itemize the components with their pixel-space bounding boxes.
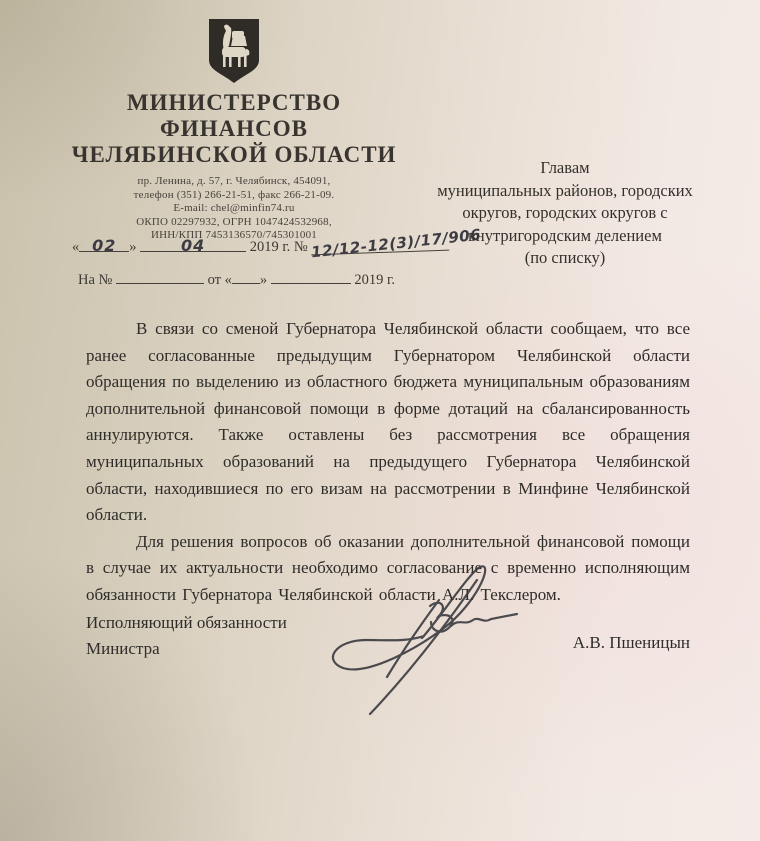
quote-open: « [72,239,80,255]
handwritten-outgoing-number: 12/12-12(3)/17/906 [310,225,483,262]
letter-body [86,316,690,609]
recipient-line: муниципальных районов, городских [437,180,693,200]
address-line: телефон (351) 266-21-51, факс 266-21-09. [133,188,335,201]
recipient-line: (по списку) [524,248,606,267]
address-line: E-mail: chel@minfin74.ru [173,202,295,214]
address-line: ИНН/КПП 7453136570/745301001 [150,229,318,241]
letterhead-address [58,175,410,243]
signer-position-line: Исполняющий обязанности [86,613,287,632]
handwritten-day: 02 [92,236,117,255]
body-paragraph-2: Для решения вопросов об оказании дополнительной финансовой помощи в случае их актуальности необходимо согласование с временно исполняющим обязанности Губернатора Челябинской области А.Л. Текслером. [86,531,690,604]
reply-reference-row [78,268,418,289]
quote-close: » [129,239,137,255]
handwritten-month: 04 [180,236,206,255]
signer-position-line: Министра [86,639,160,658]
recipient-line: округов, городских округов с [462,203,668,222]
ministry-name-line: МИНИСТЕРСТВО [126,90,342,115]
reply-year-label: 2019 г. [354,272,395,288]
recipient-line: внутригородским делением [468,225,662,245]
address-line: ОКПО 02297932, ОГРН 1047424532968, [136,215,332,228]
year-number-label: 2019 г. № [249,239,308,255]
recipient-line: Главам [540,158,590,177]
letterhead [58,16,410,243]
reply-prefix: На № [78,272,113,288]
ministry-name-line: ФИНАНСОВ [160,116,308,141]
signer-position [86,610,287,662]
coat-of-arms-camel-icon [205,16,263,86]
ministry-name [58,90,410,168]
reply-from-label: от « [207,272,232,288]
ministry-name-line: ЧЕЛЯБИНСКОЙ ОБЛАСТИ [71,142,397,167]
recipient-block [398,157,732,270]
signature-row [86,610,690,662]
body-paragraph-1: В связи со сменой Губернатора Челябинской области сообщаем, что все ранее согласованные предыдущим Губернатором Челябинской области обращения по выделению из областного бюджета муниципальным образованиям дополнительной финансовой помощи в форме дотаций на сбалансированность аннулируются. Также оставлены без рассмотрения все обращения муниципальных образований на предыдущего Губернатора Челябинской области, находившиеся по его визам на рассмотрении в Минфине Челябинской области. [86,319,690,525]
address-line: пр. Ленина, д. 57, г. Челябинск, 454091, [137,175,331,187]
reply-close-quote: » [259,272,268,288]
signer-name: А.В. Пшеницын [572,633,690,652]
